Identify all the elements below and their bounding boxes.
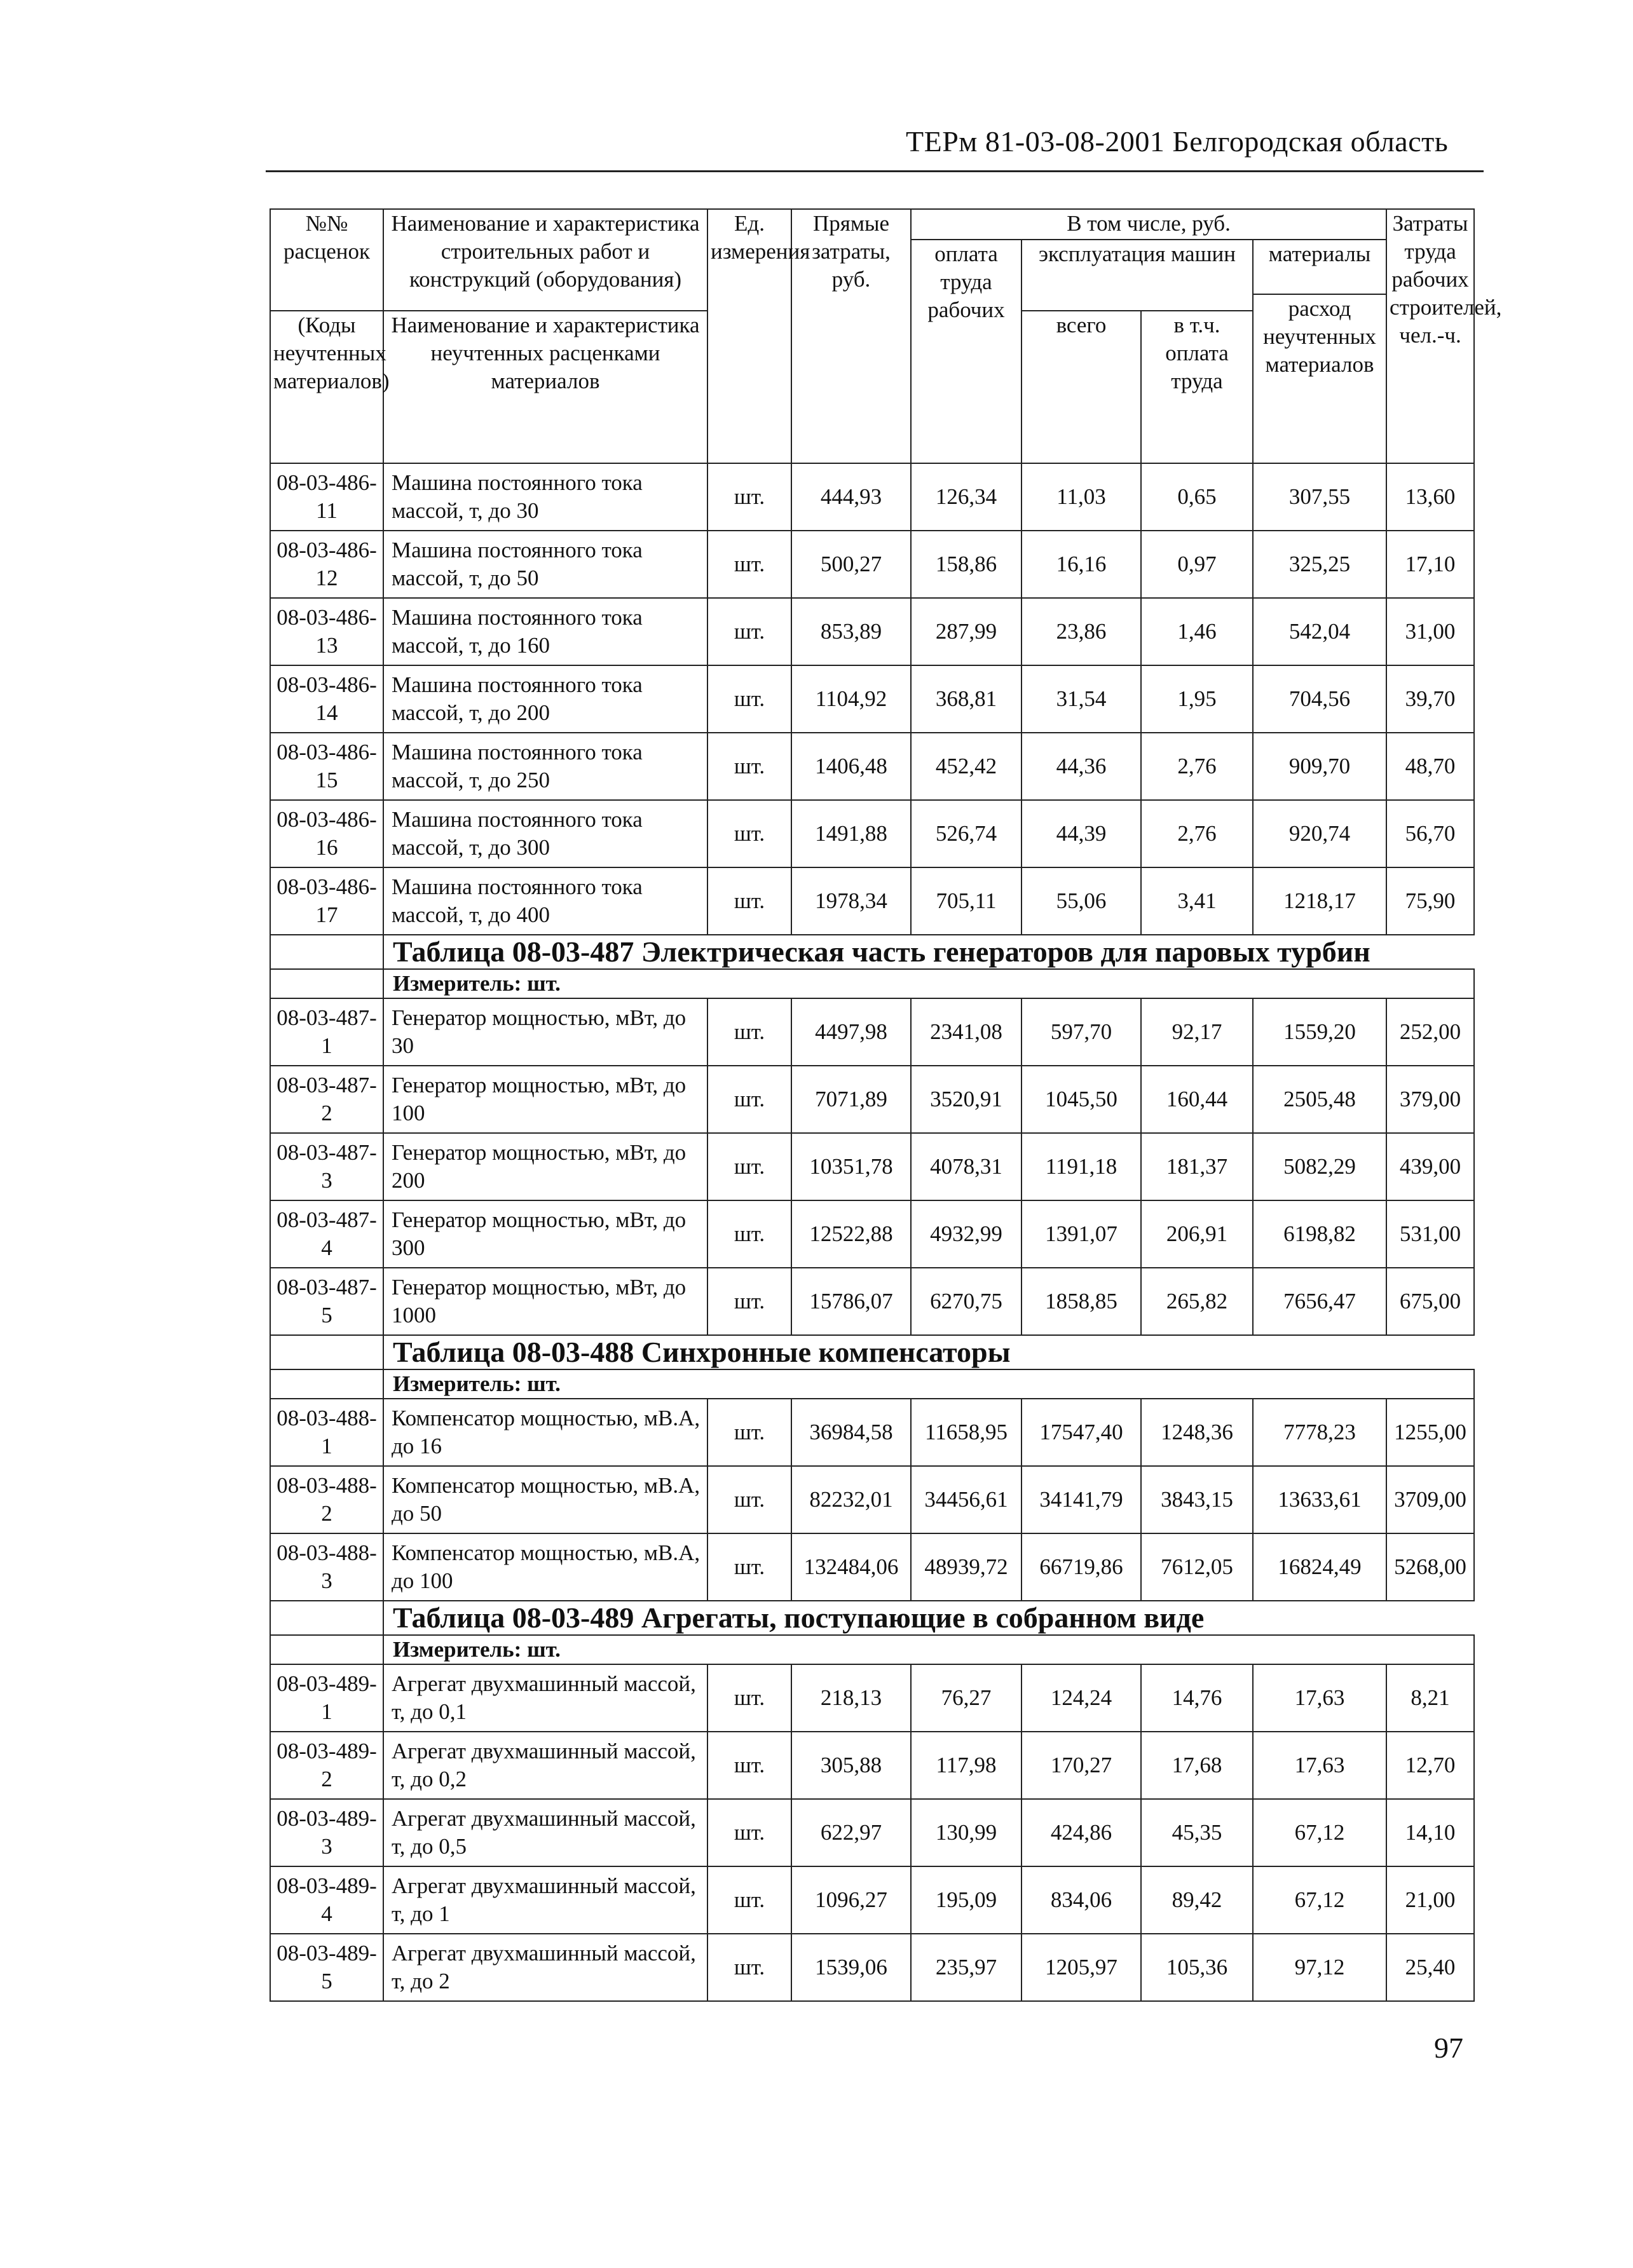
unit-cell: шт. [707, 1066, 791, 1133]
materials-cell: 325,25 [1253, 531, 1386, 598]
materials-cell: 67,12 [1253, 1866, 1386, 1934]
table-title-489: Таблица 08-03-489 Агрегаты, поступающие в собранном виде [383, 1601, 1474, 1635]
materials-cell: 307,55 [1253, 463, 1386, 531]
unit-cell: шт. [707, 1934, 791, 2001]
direct-costs-cell: 10351,78 [791, 1133, 911, 1200]
materials-cell: 909,70 [1253, 733, 1386, 800]
materials-cell: 704,56 [1253, 665, 1386, 733]
direct-costs-cell: 1406,48 [791, 733, 911, 800]
rate-code: 08-03-488-1 [270, 1399, 383, 1466]
measure-code-cell [270, 1635, 383, 1664]
machines-total-cell: 44,36 [1021, 733, 1141, 800]
labor-cell: 5268,00 [1386, 1533, 1474, 1601]
table-row [270, 1268, 1474, 1335]
section-488-header [270, 1335, 1474, 1399]
unit-cell: шт. [707, 463, 791, 531]
wage-cell: 6270,75 [911, 1268, 1021, 1335]
labor-cell: 12,70 [1386, 1732, 1474, 1799]
labor-cell: 17,10 [1386, 531, 1474, 598]
rate-code: 08-03-486-14 [270, 665, 383, 733]
unit-cell: шт. [707, 998, 791, 1066]
machines-total-cell: 597,70 [1021, 998, 1141, 1066]
table-row [270, 733, 1474, 800]
wage-cell: 11658,95 [911, 1399, 1021, 1466]
machines-wage-cell: 17,68 [1141, 1732, 1253, 1799]
rate-code: 08-03-487-3 [270, 1133, 383, 1200]
direct-costs-cell: 218,13 [791, 1664, 911, 1732]
machines-total-cell: 66719,86 [1021, 1533, 1141, 1601]
labor-cell: 25,40 [1386, 1934, 1474, 2001]
header-materials: материалы [1253, 240, 1386, 294]
header-code-materials: (Коды неучтенных материалов) [270, 311, 383, 463]
rate-code: 08-03-486-17 [270, 867, 383, 935]
wage-cell: 158,86 [911, 531, 1021, 598]
wage-cell: 130,99 [911, 1799, 1021, 1866]
header-name-materials: Наименование и характеристика неучтенных расценками материалов [383, 311, 707, 463]
item-name: Генератор мощностью, мВт, до 100 [383, 1066, 707, 1133]
table-row [270, 463, 1474, 531]
table-row [270, 800, 1474, 867]
item-name: Агрегат двухмашинный массой, т, до 0,1 [383, 1664, 707, 1732]
wage-cell: 195,09 [911, 1866, 1021, 1934]
materials-cell: 67,12 [1253, 1799, 1386, 1866]
unit-cell: шт. [707, 1466, 791, 1533]
machines-wage-cell: 14,76 [1141, 1664, 1253, 1732]
materials-cell: 7656,47 [1253, 1268, 1386, 1335]
materials-cell: 2505,48 [1253, 1066, 1386, 1133]
item-name: Агрегат двухмашинный массой, т, до 1 [383, 1866, 707, 1934]
rate-code: 08-03-486-11 [270, 463, 383, 531]
materials-cell: 920,74 [1253, 800, 1386, 867]
materials-cell: 17,63 [1253, 1664, 1386, 1732]
materials-cell: 17,63 [1253, 1732, 1386, 1799]
section-487-header [270, 935, 1474, 998]
item-name: Машина постоянного тока массой, т, до 50 [383, 531, 707, 598]
machines-wage-cell: 265,82 [1141, 1268, 1253, 1335]
running-head: ТЕРм 81-03-08-2001 Белгородская область [906, 125, 1449, 158]
measure-code-cell [270, 1369, 383, 1399]
item-name: Машина постоянного тока массой, т, до 400 [383, 867, 707, 935]
direct-costs-cell: 1104,92 [791, 665, 911, 733]
direct-costs-cell: 1539,06 [791, 1934, 911, 2001]
unit-cell: шт. [707, 598, 791, 665]
machines-total-cell: 1191,18 [1021, 1133, 1141, 1200]
item-name: Генератор мощностью, мВт, до 30 [383, 998, 707, 1066]
table-row [270, 1934, 1474, 2001]
wage-cell: 76,27 [911, 1664, 1021, 1732]
labor-cell: 14,10 [1386, 1799, 1474, 1866]
table-row [270, 1200, 1474, 1268]
labor-cell: 379,00 [1386, 1066, 1474, 1133]
materials-cell: 1218,17 [1253, 867, 1386, 935]
labor-cell: 39,70 [1386, 665, 1474, 733]
machines-wage-cell: 1,46 [1141, 598, 1253, 665]
labor-cell: 531,00 [1386, 1200, 1474, 1268]
table-row [270, 1066, 1474, 1133]
machines-total-cell: 1391,07 [1021, 1200, 1141, 1268]
machines-wage-cell: 160,44 [1141, 1066, 1253, 1133]
direct-costs-cell: 12522,88 [791, 1200, 911, 1268]
materials-cell: 542,04 [1253, 598, 1386, 665]
rates-table [270, 208, 1502, 2002]
section-488 [270, 1399, 1474, 1601]
unit-cell: шт. [707, 1533, 791, 1601]
table-row [270, 1664, 1474, 1732]
machines-total-cell: 31,54 [1021, 665, 1141, 733]
machines-total-cell: 16,16 [1021, 531, 1141, 598]
unit-cell: шт. [707, 1200, 791, 1268]
wage-cell: 235,97 [911, 1934, 1021, 2001]
unit-cell: шт. [707, 1799, 791, 1866]
header-name: Наименование и характеристика строительных работ и конструкций (оборудования) [383, 209, 707, 311]
header-rule [266, 170, 1484, 172]
table-row [270, 665, 1474, 733]
item-name: Агрегат двухмашинный массой, т, до 0,2 [383, 1732, 707, 1799]
item-name: Компенсатор мощностью, мВ.А, до 50 [383, 1466, 707, 1533]
rate-code: 08-03-487-2 [270, 1066, 383, 1133]
unit-cell: шт. [707, 1664, 791, 1732]
table-row [270, 1799, 1474, 1866]
unit-cell: шт. [707, 867, 791, 935]
labor-cell: 48,70 [1386, 733, 1474, 800]
wage-cell: 368,81 [911, 665, 1021, 733]
labor-cell: 675,00 [1386, 1268, 1474, 1335]
direct-costs-cell: 622,97 [791, 1799, 911, 1866]
materials-cell: 5082,29 [1253, 1133, 1386, 1200]
wage-cell: 3520,91 [911, 1066, 1021, 1133]
wage-cell: 4932,99 [911, 1200, 1021, 1268]
machines-wage-cell: 181,37 [1141, 1133, 1253, 1200]
rate-code: 08-03-487-4 [270, 1200, 383, 1268]
unit-cell: шт. [707, 1133, 791, 1200]
table-header [270, 209, 1502, 463]
header-wage: оплата труда рабочих [911, 240, 1021, 463]
title-code-cell [270, 1601, 383, 1635]
machines-wage-cell: 2,76 [1141, 800, 1253, 867]
item-name: Машина постоянного тока массой, т, до 200 [383, 665, 707, 733]
table-row [270, 1399, 1474, 1466]
labor-cell: 252,00 [1386, 998, 1474, 1066]
machines-wage-cell: 2,76 [1141, 733, 1253, 800]
section-489-header [270, 1601, 1474, 1664]
machines-wage-cell: 89,42 [1141, 1866, 1253, 1934]
item-name: Компенсатор мощностью, мВ.А, до 100 [383, 1533, 707, 1601]
direct-costs-cell: 500,27 [791, 531, 911, 598]
table-row [270, 1466, 1474, 1533]
header-materials-unaccounted: расход неучтенных материалов [1253, 294, 1386, 463]
section-489 [270, 1664, 1474, 2001]
machines-total-cell: 17547,40 [1021, 1399, 1141, 1466]
materials-cell: 6198,82 [1253, 1200, 1386, 1268]
machines-wage-cell: 206,91 [1141, 1200, 1253, 1268]
wage-cell: 4078,31 [911, 1133, 1021, 1200]
rate-code: 08-03-489-5 [270, 1934, 383, 2001]
item-name: Генератор мощностью, мВт, до 1000 [383, 1268, 707, 1335]
machines-total-cell: 11,03 [1021, 463, 1141, 531]
table-title-487: Таблица 08-03-487 Электрическая часть генераторов для паровых турбин [383, 935, 1474, 969]
header-including: В том числе, руб. [911, 209, 1386, 240]
table-row [270, 1866, 1474, 1934]
direct-costs-cell: 444,93 [791, 463, 911, 531]
wage-cell: 287,99 [911, 598, 1021, 665]
labor-cell: 8,21 [1386, 1664, 1474, 1732]
direct-costs-cell: 82232,01 [791, 1466, 911, 1533]
machines-wage-cell: 7612,05 [1141, 1533, 1253, 1601]
machines-total-cell: 424,86 [1021, 1799, 1141, 1866]
materials-cell: 13633,61 [1253, 1466, 1386, 1533]
rate-code: 08-03-486-12 [270, 531, 383, 598]
table-row [270, 598, 1474, 665]
measure-488: Измеритель: шт. [383, 1369, 1474, 1399]
direct-costs-cell: 4497,98 [791, 998, 911, 1066]
direct-costs-cell: 7071,89 [791, 1066, 911, 1133]
machines-wage-cell: 1,95 [1141, 665, 1253, 733]
machines-total-cell: 834,06 [1021, 1866, 1141, 1934]
machines-total-cell: 44,39 [1021, 800, 1141, 867]
wage-cell: 117,98 [911, 1732, 1021, 1799]
labor-cell: 3709,00 [1386, 1466, 1474, 1533]
title-code-cell [270, 1335, 383, 1369]
table-row [270, 998, 1474, 1066]
wage-cell: 2341,08 [911, 998, 1021, 1066]
labor-cell: 1255,00 [1386, 1399, 1474, 1466]
rate-code: 08-03-489-3 [270, 1799, 383, 1866]
machines-wage-cell: 0,65 [1141, 463, 1253, 531]
machines-wage-cell: 3,41 [1141, 867, 1253, 935]
materials-cell: 1559,20 [1253, 998, 1386, 1066]
direct-costs-cell: 1978,34 [791, 867, 911, 935]
table-row [270, 1732, 1474, 1799]
wage-cell: 705,11 [911, 867, 1021, 935]
machines-wage-cell: 1248,36 [1141, 1399, 1253, 1466]
machines-total-cell: 124,24 [1021, 1664, 1141, 1732]
unit-cell: шт. [707, 1268, 791, 1335]
unit-cell: шт. [707, 1399, 791, 1466]
materials-cell: 97,12 [1253, 1934, 1386, 2001]
rate-code: 08-03-487-1 [270, 998, 383, 1066]
item-name: Компенсатор мощностью, мВ.А, до 16 [383, 1399, 707, 1466]
labor-cell: 31,00 [1386, 598, 1474, 665]
rate-code: 08-03-487-5 [270, 1268, 383, 1335]
wage-cell: 526,74 [911, 800, 1021, 867]
direct-costs-cell: 36984,58 [791, 1399, 911, 1466]
item-name: Машина постоянного тока массой, т, до 160 [383, 598, 707, 665]
section-487 [270, 998, 1474, 1335]
direct-costs-cell: 305,88 [791, 1732, 911, 1799]
machines-total-cell: 1205,97 [1021, 1934, 1141, 2001]
header-machines-total: всего [1021, 311, 1141, 463]
table-row [270, 867, 1474, 935]
unit-cell: шт. [707, 1866, 791, 1934]
header-machines: эксплуатация машин [1021, 240, 1253, 311]
rate-code: 08-03-489-2 [270, 1732, 383, 1799]
header-unit: Ед. измерения [707, 209, 791, 463]
item-name: Машина постоянного тока массой, т, до 250 [383, 733, 707, 800]
rate-code: 08-03-489-1 [270, 1664, 383, 1732]
labor-cell: 21,00 [1386, 1866, 1474, 1934]
table-row [270, 531, 1474, 598]
rate-code: 08-03-489-4 [270, 1866, 383, 1934]
measure-489: Измеритель: шт. [383, 1635, 1474, 1664]
unit-cell: шт. [707, 733, 791, 800]
machines-total-cell: 34141,79 [1021, 1466, 1141, 1533]
table-row [270, 1133, 1474, 1200]
machines-wage-cell: 45,35 [1141, 1799, 1253, 1866]
wage-cell: 126,34 [911, 463, 1021, 531]
wage-cell: 48939,72 [911, 1533, 1021, 1601]
measure-487: Измеритель: шт. [383, 969, 1474, 998]
materials-cell: 16824,49 [1253, 1533, 1386, 1601]
rate-code: 08-03-486-15 [270, 733, 383, 800]
header-code: №№ расценок [270, 209, 383, 311]
item-name: Агрегат двухмашинный массой, т, до 2 [383, 1934, 707, 2001]
unit-cell: шт. [707, 1732, 791, 1799]
direct-costs-cell: 853,89 [791, 598, 911, 665]
rate-code: 08-03-486-16 [270, 800, 383, 867]
rate-code: 08-03-486-13 [270, 598, 383, 665]
item-name: Генератор мощностью, мВт, до 300 [383, 1200, 707, 1268]
item-name: Машина постоянного тока массой, т, до 300 [383, 800, 707, 867]
machines-total-cell: 170,27 [1021, 1732, 1141, 1799]
direct-costs-cell: 1096,27 [791, 1866, 911, 1934]
measure-code-cell [270, 969, 383, 998]
header-machines-wage: в т.ч. оплата труда [1141, 311, 1253, 463]
machines-wage-cell: 0,97 [1141, 531, 1253, 598]
direct-costs-cell: 132484,06 [791, 1533, 911, 1601]
machines-total-cell: 1045,50 [1021, 1066, 1141, 1133]
wage-cell: 452,42 [911, 733, 1021, 800]
item-name: Генератор мощностью, мВт, до 200 [383, 1133, 707, 1200]
unit-cell: шт. [707, 531, 791, 598]
item-name: Агрегат двухмашинный массой, т, до 0,5 [383, 1799, 707, 1866]
machines-total-cell: 1858,85 [1021, 1268, 1141, 1335]
unit-cell: шт. [707, 665, 791, 733]
labor-cell: 75,90 [1386, 867, 1474, 935]
machines-wage-cell: 92,17 [1141, 998, 1253, 1066]
table-row [270, 1533, 1474, 1601]
machines-total-cell: 23,86 [1021, 598, 1141, 665]
machines-wage-cell: 3843,15 [1141, 1466, 1253, 1533]
section-486 [270, 463, 1474, 935]
item-name: Машина постоянного тока массой, т, до 30 [383, 463, 707, 531]
rate-code: 08-03-488-2 [270, 1466, 383, 1533]
title-code-cell [270, 935, 383, 969]
materials-cell: 7778,23 [1253, 1399, 1386, 1466]
labor-cell: 439,00 [1386, 1133, 1474, 1200]
table-title-488: Таблица 08-03-488 Синхронные компенсаторы [383, 1335, 1474, 1369]
unit-cell: шт. [707, 800, 791, 867]
direct-costs-cell: 15786,07 [791, 1268, 911, 1335]
header-direct-costs: Прямые затраты, руб. [791, 209, 911, 463]
machines-wage-cell: 105,36 [1141, 1934, 1253, 2001]
wage-cell: 34456,61 [911, 1466, 1021, 1533]
labor-cell: 56,70 [1386, 800, 1474, 867]
rate-code: 08-03-488-3 [270, 1533, 383, 1601]
page-number: 97 [1434, 2032, 1463, 2064]
direct-costs-cell: 1491,88 [791, 800, 911, 867]
machines-total-cell: 55,06 [1021, 867, 1141, 935]
header-labor: Затраты труда рабочих строителей, чел.-ч. [1386, 209, 1474, 463]
labor-cell: 13,60 [1386, 463, 1474, 531]
